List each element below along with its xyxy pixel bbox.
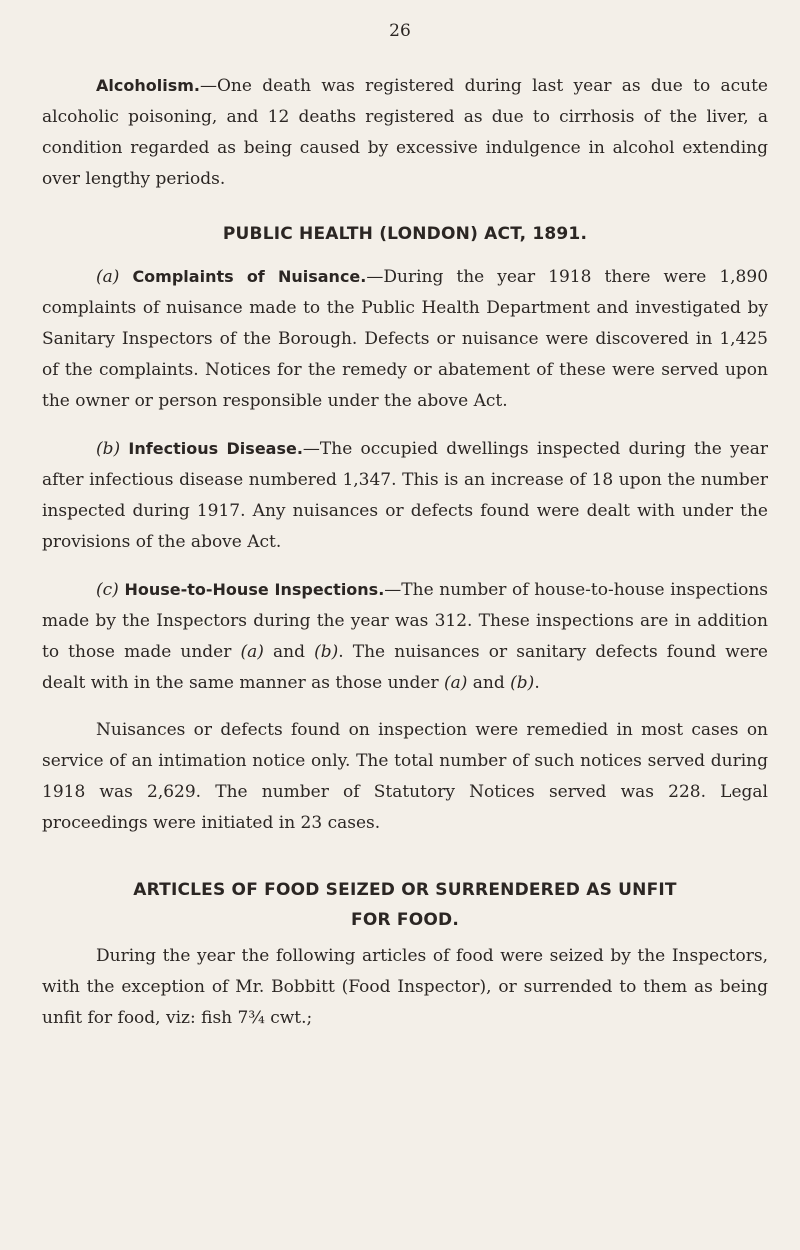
complaints-text: —During the year 1918 there were 1,890 complaints of nuisance made to the Public Health Department and investigated by Sanitary Inspectors of the Borough. Defects or nuisance were discovered in 1,425 of the complaints. Notices for the remedy or abatement of these were served upon the owner or person responsible under the above Act. bbox=[42, 267, 769, 411]
food-seized-paragraph: During the year the following articles of food were seized by the Inspectors, with the exception of Mr. Bobbitt (Food Inspector), or surrended to them as being unfit for food, viz: fish 7¾ cwt.; bbox=[42, 946, 768, 1028]
page-content bbox=[42, 70, 768, 1034]
spacer bbox=[42, 417, 768, 433]
spacer bbox=[42, 839, 768, 875]
alcoholism-text: —One death was registered during last year as due to acute alcoholic poisoning, and 12 deaths registered as due to cirrhosis of the liver, a condition regarded as being caused by excessive indulgence in alcohol extending over lengthy periods. bbox=[42, 76, 768, 189]
infectious-disease-paragraph bbox=[42, 433, 768, 558]
house-to-house-text-2: and bbox=[263, 642, 315, 662]
reference-a: (a) bbox=[240, 642, 264, 662]
house-to-house-text-3: . The nuisances or sanitary defects found were dealt with in the same manner as those under bbox=[42, 642, 768, 693]
complaints-letter: (a) bbox=[96, 267, 120, 287]
spacer bbox=[42, 249, 768, 261]
house-to-house-heading: House-to-House Inspections. bbox=[124, 580, 385, 599]
food-seized-heading-line-1: ARTICLES OF FOOD SEIZED OR SURRENDERED AS UNFIT bbox=[133, 880, 677, 900]
reference-b: (b) bbox=[314, 642, 339, 662]
infectious-disease-heading: Infectious Disease. bbox=[128, 439, 303, 458]
food-seized-heading-line-2: FOR FOOD. bbox=[351, 910, 459, 930]
reference-a: (a) bbox=[443, 673, 468, 693]
notices-paragraph: Nuisances or defects found on inspection were remedied in most cases on service of an intimation notice only. The total number of such notices served during 1918 was 2,629. The number of Statutory Notices served was 228. Legal proceedings were initiated in 23 cases. bbox=[42, 720, 768, 833]
complaints-paragraph bbox=[42, 261, 768, 417]
house-to-house-text-4: and bbox=[467, 673, 511, 693]
complaints-heading: Complaints of Nuisance. bbox=[132, 267, 367, 286]
reference-b: (b) bbox=[510, 673, 535, 693]
spacer bbox=[42, 195, 768, 219]
house-to-house-text-5: . bbox=[534, 673, 540, 693]
spacer bbox=[42, 558, 768, 574]
alcoholism-paragraph bbox=[42, 70, 768, 195]
public-health-act-heading: PUBLIC HEALTH (LONDON) ACT, 1891. bbox=[222, 224, 588, 244]
house-to-house-text-1: —The number of house-to-house inspections made by the Inspectors during the year was 312. These inspections are in addition to those made under bbox=[42, 580, 769, 662]
infectious-disease-text: —The occupied dwellings inspected during the year after infectious disease numbered 1,347. This is an increase of 18 upon the number inspected during 1917. Any nuisances or defects found were dealt with under the provisions of the above Act. bbox=[42, 439, 769, 552]
page-number: 26 bbox=[389, 21, 411, 41]
alcoholism-heading: Alcoholism. bbox=[96, 76, 200, 95]
food-seized-heading bbox=[42, 875, 768, 935]
spacer bbox=[42, 699, 768, 715]
house-to-house-paragraph bbox=[42, 574, 768, 699]
infectious-disease-letter: (b) bbox=[96, 439, 121, 459]
house-to-house-letter: (c) bbox=[96, 580, 119, 600]
